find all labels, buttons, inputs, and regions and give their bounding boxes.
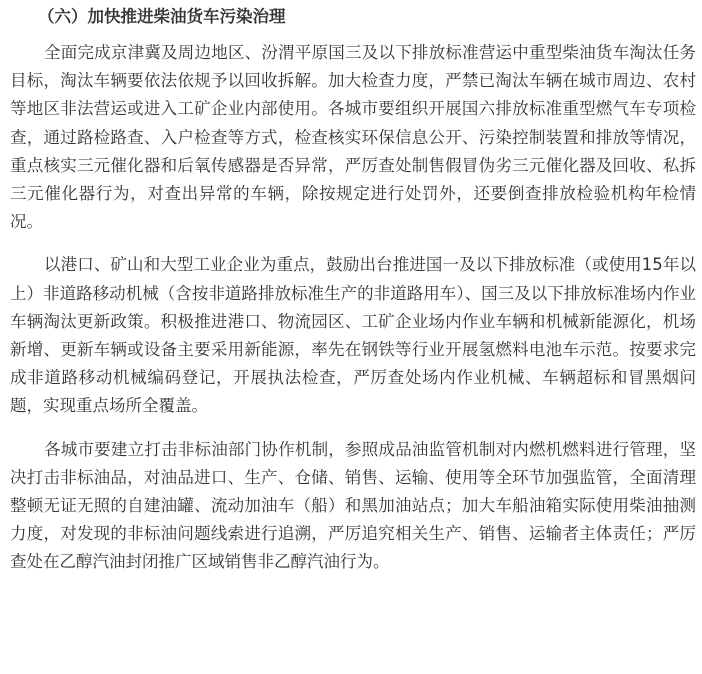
paragraph-non-standard-fuel: 各城市要建立打击非标油部门协作机制，参照成品油监管机制对内燃机燃料进行管理，坚决打击非标油品，对油品进口、生产、仓储、销售、运输、使用等全环节加强监管，全面清理整顿无证无照的自建油罐、流动加油车（船）和黑加油站点；加大车船油箱实际使用柴油抽测力度，对发现的非标油问题线索进行追溯，严厉追究相关生产、销售、运输者主体责任；严厉查处在乙醇汽油封闭推广区域销售非乙醇汽油行为。 bbox=[10, 439, 696, 572]
section-heading: （六）加快推进柴油货车污染治理 bbox=[38, 7, 286, 26]
document-body bbox=[10, 0, 696, 577]
paragraph-non-road-machinery: 以港口、矿山和大型工业企业为重点，鼓励出台推进国一及以下排放标准（或使用15年以上）非道路移动机械（含按非道路排放标准生产的非道路用车）、国三及以下排放标准场内作业车辆淘汰更新政策。积极推进港口、物流园区、工矿企业场内作业车辆和机械新能源化，机场新增、更新车辆或设备主要采用新能源，率先在钢铁等行业开展氢燃料电池车示范。按要求完成非道路移动机械编码登记，开展执法检查，严厉查处场内作业机械、车辆超标和冒黑烟问题，实现重点场所全覆盖。 bbox=[10, 255, 696, 416]
paragraph-scrapping-diesel-trucks: 全面完成京津冀及周边地区、汾渭平原国三及以下排放标准营运中重型柴油货车淘汰任务目标，淘汰车辆要依法依规予以回收拆解。加大检查力度，严禁已淘汰车辆在城市周边、农村等地区非法营运或进入工矿企业内部使用。各城市要组织开展国六排放标准重型燃气车专项检查，通过路检路查、入户检查等方式，检查核实环保信息公开、污染控制装置和排放等情况，重点核实三元催化器和后氧传感器是否异常，严厉查处制售假冒伪劣三元催化器及回收、私拆三元催化器行为，对查出异常的车辆，除按规定进行处罚外，还要倒查排放检验机构年检情况。 bbox=[10, 43, 696, 232]
